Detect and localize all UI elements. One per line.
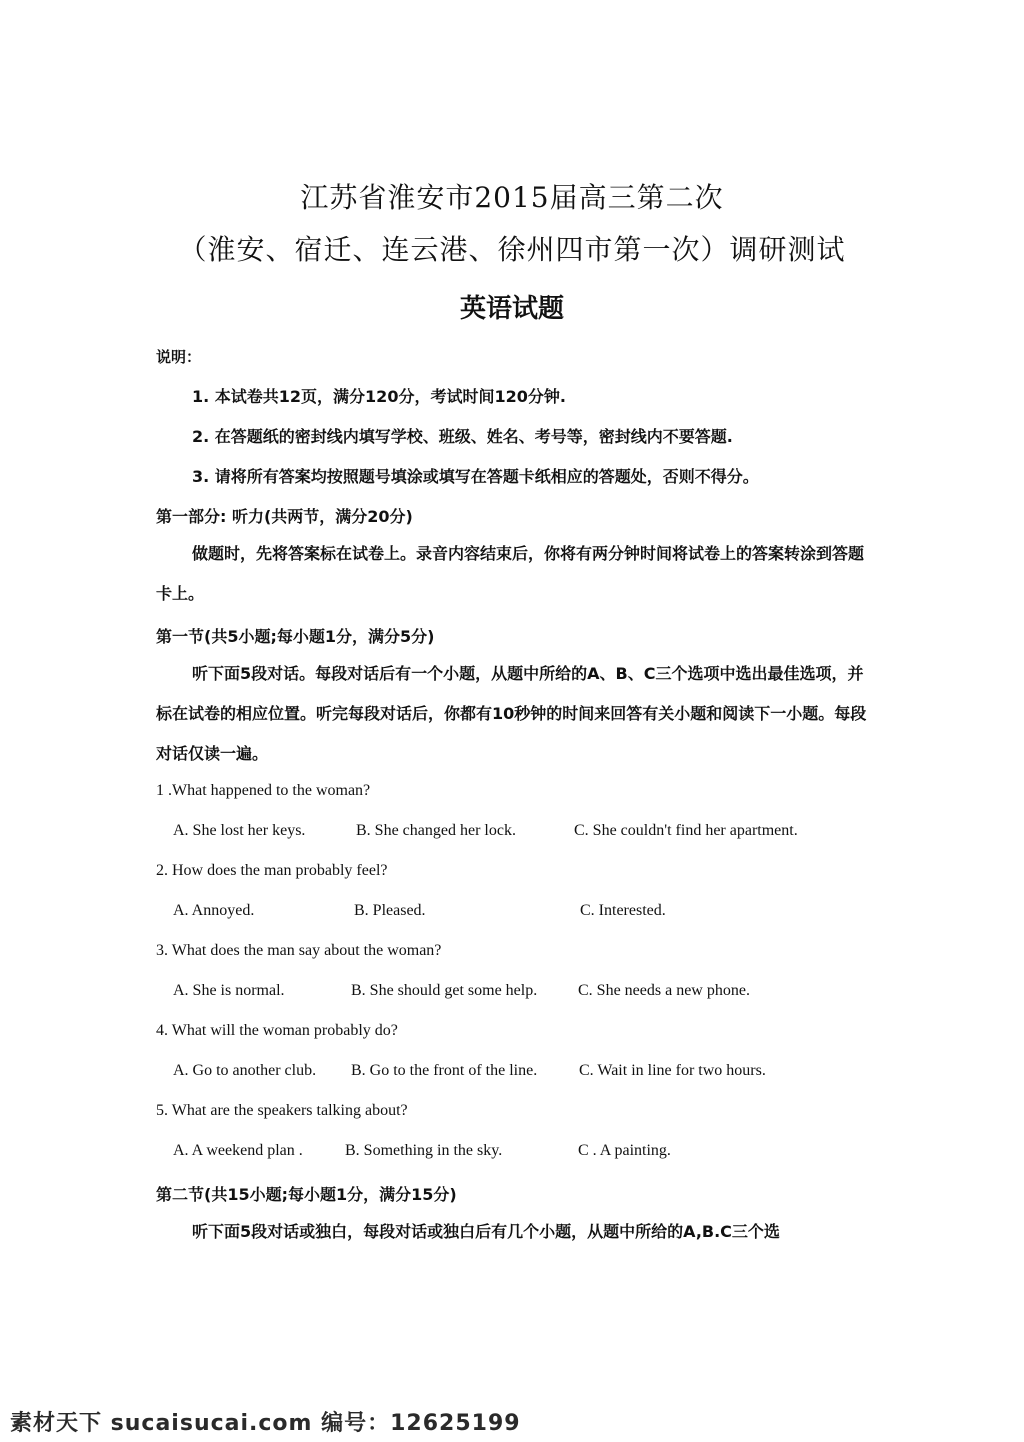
section2-intro-text: 听下面5段对话或独白，每段对话或独白后有几个小题，从题中所给的A,B.C三个选 <box>192 1222 780 1241</box>
question-5-option-b: B. Something in the sky. <box>345 1142 503 1159</box>
title-subject: 英语试题 <box>459 294 564 324</box>
instruction-item: 2. 在答题纸的密封线内填写学校、班级、姓名、考号等，密封线内不要答题. <box>192 427 733 446</box>
part1-intro-text: 做题时，先将答案标在试卷上。录音内容结束后，你将有两分钟时间将试卷上的答案转涂到答题卡上。 <box>156 544 865 603</box>
question-1: 1 .What happened to the woman? <box>156 782 371 799</box>
question-4-option-c: C. Wait in line for two hours. <box>579 1062 766 1079</box>
instruction-item: 1. 本试卷共12页，满分120分，考试时间120分钟. <box>192 387 566 406</box>
question-4: 4. What will the woman probably do? <box>156 1022 398 1039</box>
question-2-option-b: B. Pleased. <box>354 902 426 919</box>
question-1-option-b: B. She changed her lock. <box>356 822 516 839</box>
question-2-option-a: A. Annoyed. <box>173 902 255 919</box>
question-1-option-a: A. She lost her keys. <box>173 822 306 839</box>
question-3: 3. What does the man say about the woman? <box>156 942 442 959</box>
title-line-1: 江苏省淮安市2015届高三第二次 <box>300 181 724 214</box>
section1-heading: 第一节(共5小题;每小题1分，满分5分) <box>156 627 435 646</box>
question-3-option-c: C. She needs a new phone. <box>578 982 750 999</box>
question-5: 5. What are the speakers talking about? <box>156 1102 408 1119</box>
question-3-option-a: A. She is normal. <box>173 982 285 999</box>
question-4-option-a: A. Go to another club. <box>173 1062 317 1079</box>
part1-heading: 第一部分: 听力(共两节，满分20分) <box>156 507 413 526</box>
instructions-label: 说明： <box>156 348 202 366</box>
question-1-option-c: C. She couldn't find her apartment. <box>574 822 798 839</box>
title-line-2: （淮安、宿迁、连云港、徐州四市第一次）调研测试 <box>178 233 846 266</box>
question-2: 2. How does the man probably feel? <box>156 862 388 879</box>
question-5-option-c: C . A painting. <box>578 1142 671 1159</box>
section1-intro-text: 听下面5段对话。每段对话后有一个小题，从题中所给的A、B、C三个选项中选出最佳选项，并标在试卷的相应位置。听完每段对话后，你都有10秒钟的时间来回答有关小题和阅读下一小题。每段对话仅读一遍。 <box>156 664 867 763</box>
section1-intro <box>156 654 876 774</box>
watermark-text: 素材天下 sucaisucai.com 编号：12625199 <box>10 1411 521 1436</box>
section2-intro <box>156 1212 876 1252</box>
question-2-option-c: C. Interested. <box>580 902 666 919</box>
instruction-item: 3. 请将所有答案均按照题号填涂或填写在答题卡纸相应的答题处，否则不得分。 <box>192 467 759 486</box>
question-4-option-b: B. Go to the front of the line. <box>351 1062 538 1079</box>
question-3-option-b: B. She should get some help. <box>351 982 538 999</box>
section2-heading: 第二节(共15小题;每小题1分，满分15分) <box>156 1185 457 1204</box>
part1-intro <box>156 534 876 614</box>
question-5-option-a: A. A weekend plan . <box>173 1142 303 1159</box>
